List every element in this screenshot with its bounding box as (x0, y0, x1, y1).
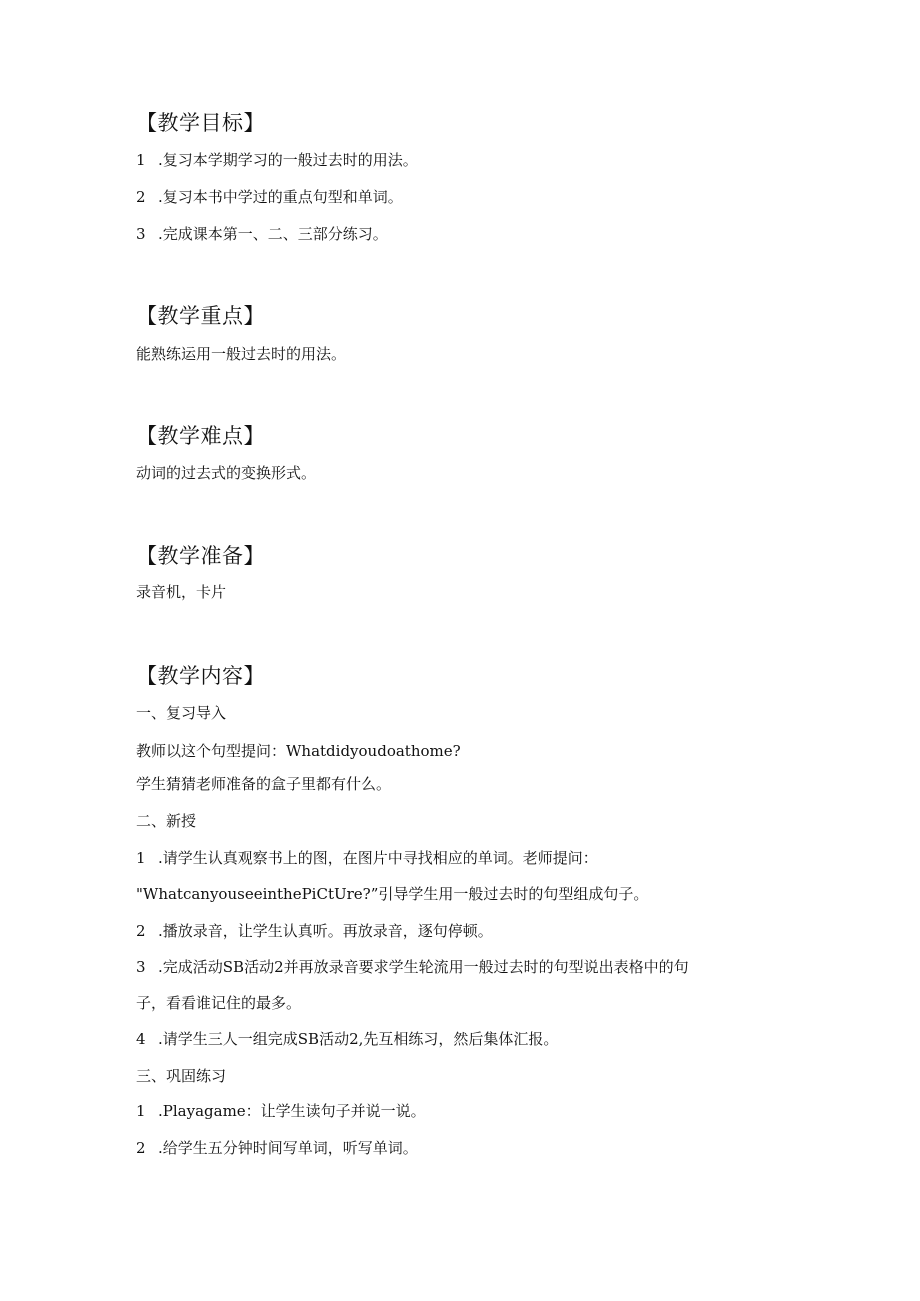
content-heading: 【教学内容】 (136, 664, 265, 688)
part2-item-3 (136, 957, 689, 977)
item-text: .完成课本第一、二、三部分练习。 (158, 225, 388, 243)
item-number: 2 (136, 922, 146, 940)
item-number: 2 (136, 1139, 146, 1157)
item-number: 3 (136, 958, 146, 976)
objective-item-2 (136, 187, 403, 207)
objective-item-1 (136, 150, 418, 170)
preparation-text: 录音机，卡片 (136, 583, 227, 601)
objectives-heading: 【教学目标】 (136, 111, 265, 135)
part3-title: 三、巩固练习 (136, 1067, 227, 1085)
part2-title: 二、新授 (136, 812, 197, 830)
item-text: .完成活动SB活动2并再放录音要求学生轮流用一般过去时的句型说出表格中的句 (158, 958, 689, 976)
key-points-text: 能熟练运用一般过去时的用法。 (136, 345, 347, 363)
part2-item-2 (136, 921, 493, 941)
part3-item-1 (136, 1101, 426, 1121)
part2-item-1 (136, 848, 598, 868)
part2-item-3-continued (136, 993, 301, 1013)
difficulties-heading: 【教学难点】 (136, 424, 265, 448)
item-number: 2 (136, 188, 146, 206)
part3-item-2 (136, 1138, 418, 1158)
item-text: .请学生三人一组完成SB活动2,先互相练习，然后集体汇报。 (158, 1030, 559, 1048)
item-number: 1 (136, 849, 146, 867)
part1-line-2: 学生猜猜老师准备的盒子里都有什么。 (136, 775, 392, 793)
item-text: "WhatcanyouseeinthePiCtUre?”引导学生用一般过去时的句型组成句子。 (136, 885, 649, 903)
item-text: .播放录音，让学生认真听。再放录音，逐句停顿。 (158, 922, 493, 940)
part1-line-1: 教师以这个句型提问：Whatdidyoudoathome? (136, 742, 461, 760)
key-points-heading: 【教学重点】 (136, 304, 265, 328)
item-number: 1 (136, 1102, 146, 1120)
item-text: .Playagame：让学生读句子并说一说。 (158, 1102, 426, 1120)
item-number: 1 (136, 151, 146, 169)
item-text: .复习本书中学过的重点句型和单词。 (158, 188, 403, 206)
item-text: .请学生认真观察书上的图，在图片中寻找相应的单词。老师提问： (158, 849, 598, 867)
item-number: 3 (136, 225, 146, 243)
item-text: 子，看看谁记住的最多。 (136, 994, 302, 1012)
objective-item-3 (136, 224, 388, 244)
preparation-heading: 【教学准备】 (136, 544, 265, 568)
part2-item-1-continued (136, 884, 648, 904)
difficulties-text: 动词的过去式的变换形式。 (136, 464, 317, 482)
part1-title: 一、复习导入 (136, 704, 227, 722)
item-number: 4 (136, 1030, 146, 1048)
item-text: .给学生五分钟时间写单词，听写单词。 (158, 1139, 418, 1157)
part2-item-4 (136, 1029, 558, 1049)
item-text: .复习本学期学习的一般过去时的用法。 (158, 151, 418, 169)
